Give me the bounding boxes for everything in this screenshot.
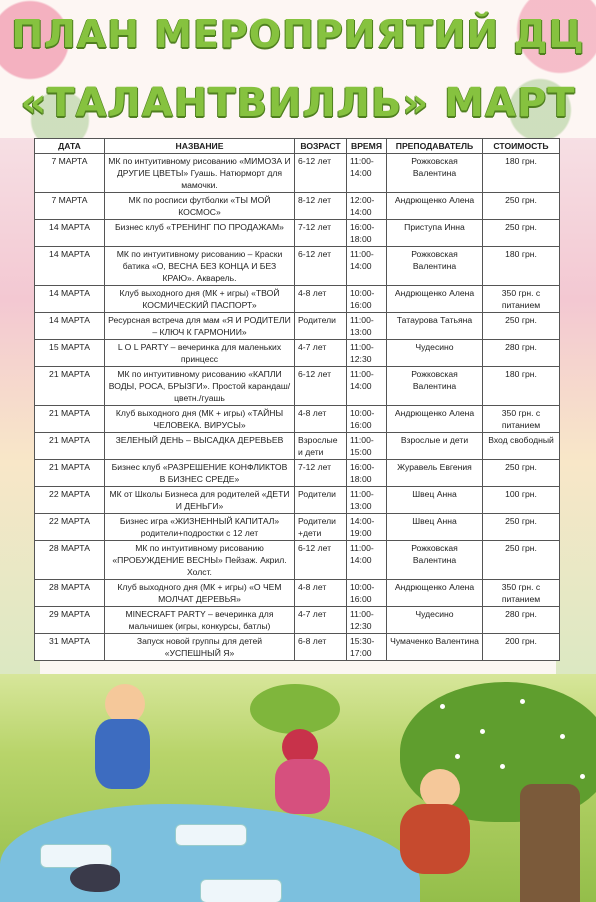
cell-age: 4-7 лет [295,607,347,634]
child-figure [95,719,150,789]
table-row [35,340,560,367]
cell-name: Клуб выходного дня (МК + игры) «ТВОЙ КОСМИЧЕСКИЙ ПАСПОРТ» [105,286,295,313]
cell-name: L O L PARTY – вечеринка для маленьких принцесс [105,340,295,367]
cell-price: 200 грн. [483,634,560,661]
cell-name: Бизнес клуб «ТРЕНИНГ ПО ПРОДАЖАМ» [105,220,295,247]
blossom [455,754,460,759]
cell-date: 28 МАРТА [35,541,105,580]
cell-price: 100 грн. [483,487,560,514]
table-row [35,193,560,220]
cell-name: MINECRAFT PARTY – вечеринка для мальчишек (игры, конкурсы, батлы) [105,607,295,634]
cell-teacher: Рожковская Валентина [387,541,483,580]
table-row [35,313,560,340]
cell-time: 16:00-18:00 [347,460,387,487]
col-age-header: ВОЗРАСТ [295,139,347,154]
cell-date: 22 МАРТА [35,514,105,541]
cell-time: 11:00-13:00 [347,313,387,340]
cell-age: 6-12 лет [295,367,347,406]
blossom [560,734,565,739]
shrub [250,684,340,734]
table-header-row [35,139,560,154]
ice-floe [175,824,247,846]
table-row [35,286,560,313]
blossom [480,729,485,734]
cell-date: 29 МАРТА [35,607,105,634]
cell-date: 21 МАРТА [35,406,105,433]
table-row [35,487,560,514]
cell-name: Ресурсная встреча для мам «Я И РОДИТЕЛИ – КЛЮЧ К ГАРМОНИИ» [105,313,295,340]
table-row [35,607,560,634]
cell-age: 4-8 лет [295,406,347,433]
cell-teacher: Рожковская Валентина [387,154,483,193]
cell-age: 7-12 лет [295,460,347,487]
cell-time: 11:00-12:30 [347,340,387,367]
table-row [35,514,560,541]
cell-time: 15:30-17:00 [347,634,387,661]
cell-time: 11:00-12:30 [347,607,387,634]
cell-price: 280 грн. [483,607,560,634]
cell-name: Бизнес клуб «РАЗРЕШЕНИЕ КОНФЛИКТОВ В БИЗНЕС СРЕДЕ» [105,460,295,487]
child-figure [105,684,145,724]
cell-time: 11:00-14:00 [347,247,387,286]
cell-name: Запуск новой группы для детей «УСПЕШНЫЙ Я» [105,634,295,661]
table-row [35,634,560,661]
cell-price: 350 грн. с питанием [483,286,560,313]
cell-date: 28 МАРТА [35,580,105,607]
cell-teacher: Взрослые и дети [387,433,483,460]
table-row [35,541,560,580]
cell-teacher: Чудесино [387,607,483,634]
header-banner [0,0,596,138]
blossom [500,764,505,769]
cell-age: Родители [295,487,347,514]
table-row [35,367,560,406]
cell-price: 180 грн. [483,154,560,193]
child-figure [275,759,330,814]
cell-price: 250 грн. [483,541,560,580]
cell-teacher: Андрющенко Алена [387,286,483,313]
child-figure [400,804,470,874]
tree-trunk [520,784,580,902]
cell-date: 7 МАРТА [35,193,105,220]
cell-teacher: Приступа Инна [387,220,483,247]
cell-date: 15 МАРТА [35,340,105,367]
page-subtitle: «ТАЛАНТВИЛЛЬ» МАРТ [20,80,576,126]
cell-time: 11:00-14:00 [347,367,387,406]
cell-name: МК по интуитивному рисованию – Краски батика «О, ВЕСНА БЕЗ КОНЦА И БЕЗ КРАЮ». Акварель. [105,247,295,286]
cell-date: 21 МАРТА [35,367,105,406]
cell-name: МК по интуитивному рисованию «КАПЛИ ВОДЫ, РОСА, БРЫЗГИ». Простой карандаш/цветн./гуашь [105,367,295,406]
cell-time: 16:00-18:00 [347,220,387,247]
cell-age: 4-8 лет [295,580,347,607]
cell-teacher: Чумаченко Валентина [387,634,483,661]
table-body [35,154,560,661]
cell-date: 14 МАРТА [35,286,105,313]
cell-teacher: Швец Анна [387,487,483,514]
table-row [35,220,560,247]
cell-date: 14 МАРТА [35,247,105,286]
cell-teacher: Андрющенко Алена [387,406,483,433]
cell-time: 10:00-16:00 [347,580,387,607]
cell-teacher: Рожковская Валентина [387,247,483,286]
col-date-header: ДАТА [35,139,105,154]
cell-price: 250 грн. [483,193,560,220]
cell-time: 12:00-14:00 [347,193,387,220]
cell-age: 6-8 лет [295,634,347,661]
cell-teacher: Чудесино [387,340,483,367]
cell-age: 6-12 лет [295,154,347,193]
ice-floe [200,879,282,902]
cell-teacher: Татаурова Татьяна [387,313,483,340]
cell-name: МК по интуитивному рисованию «МИМОЗА И ДРУГИЕ ЦВЕТЫ» Гуашь. Натюрморт для мамочки. [105,154,295,193]
cell-name: Клуб выходного дня (МК + игры) «ТАЙНЫ ЧЕЛОВЕКА. ВИРУСЫ» [105,406,295,433]
floral-border-right [556,138,596,678]
cell-price: 350 грн. с питанием [483,580,560,607]
cell-date: 14 МАРТА [35,220,105,247]
table-row [35,580,560,607]
cell-teacher: Андрющенко Алена [387,193,483,220]
col-teacher-header: ПРЕПОДАВАТЕЛЬ [387,139,483,154]
cell-date: 7 МАРТА [35,154,105,193]
cell-age: Родители +дети [295,514,347,541]
child-figure [420,769,460,809]
col-name-header: НАЗВАНИЕ [105,139,295,154]
events-table [34,138,560,661]
cell-price: 250 грн. [483,514,560,541]
cell-time: 11:00-15:00 [347,433,387,460]
cell-price: 250 грн. [483,460,560,487]
cell-age: 4-8 лет [295,286,347,313]
cell-time: 11:00-14:00 [347,154,387,193]
cell-price: 350 грн. с питанием [483,406,560,433]
cell-name: ЗЕЛЕНЫЙ ДЕНЬ – ВЫСАДКА ДЕРЕВЬЕВ [105,433,295,460]
cell-name: Бизнес игра «ЖИЗНЕННЫЙ КАПИТАЛ» родители+подростки с 12 лет [105,514,295,541]
spring-illustration [0,674,596,902]
blossom [440,704,445,709]
table-row [35,406,560,433]
cell-age: 6-12 лет [295,541,347,580]
cell-price: 250 грн. [483,313,560,340]
blossom [520,699,525,704]
bird-figure [70,864,120,892]
cell-date: 21 МАРТА [35,433,105,460]
cell-price: 180 грн. [483,367,560,406]
cell-price: 180 грн. [483,247,560,286]
cell-name: Клуб выходного дня (МК + игры) «О ЧЕМ МОЛЧАТ ДЕРЕВЬЯ» [105,580,295,607]
cell-date: 21 МАРТА [35,460,105,487]
cell-time: 11:00-14:00 [347,541,387,580]
cell-name: МК по интуитивному рисованию «ПРОБУЖДЕНИЕ ВЕСНЫ» Пейзаж. Акрил. Холст. [105,541,295,580]
cell-date: 22 МАРТА [35,487,105,514]
cell-time: 10:00-16:00 [347,286,387,313]
col-price-header: СТОИМОСТЬ [483,139,560,154]
cell-name: МК по росписи футболки «ТЫ МОЙ КОСМОС» [105,193,295,220]
cell-teacher: Рожковская Валентина [387,367,483,406]
cell-teacher: Андрющенко Алена [387,580,483,607]
table-row [35,433,560,460]
cell-time: 11:00-13:00 [347,487,387,514]
cell-age: 4-7 лет [295,340,347,367]
cell-teacher: Швец Анна [387,514,483,541]
cell-price: Вход свободный [483,433,560,460]
blossom [580,774,585,779]
cell-price: 250 грн. [483,220,560,247]
cell-teacher: Журавель Евгения [387,460,483,487]
cell-age: Взрослые и дети [295,433,347,460]
cell-age: 7-12 лет [295,220,347,247]
page-title: ПЛАН МЕРОПРИЯТИЙ ДЦ [11,12,585,56]
cell-name: МК от Школы Бизнеса для родителей «ДЕТИ И ДЕНЬГИ» [105,487,295,514]
cell-time: 10:00-16:00 [347,406,387,433]
col-time-header: ВРЕМЯ [347,139,387,154]
cell-price: 280 грн. [483,340,560,367]
cell-age: 6-12 лет [295,247,347,286]
cell-date: 14 МАРТА [35,313,105,340]
table-row [35,460,560,487]
cell-time: 14:00-19:00 [347,514,387,541]
table-row [35,154,560,193]
cell-date: 31 МАРТА [35,634,105,661]
cell-age: Родители [295,313,347,340]
cell-age: 8-12 лет [295,193,347,220]
table-row [35,247,560,286]
